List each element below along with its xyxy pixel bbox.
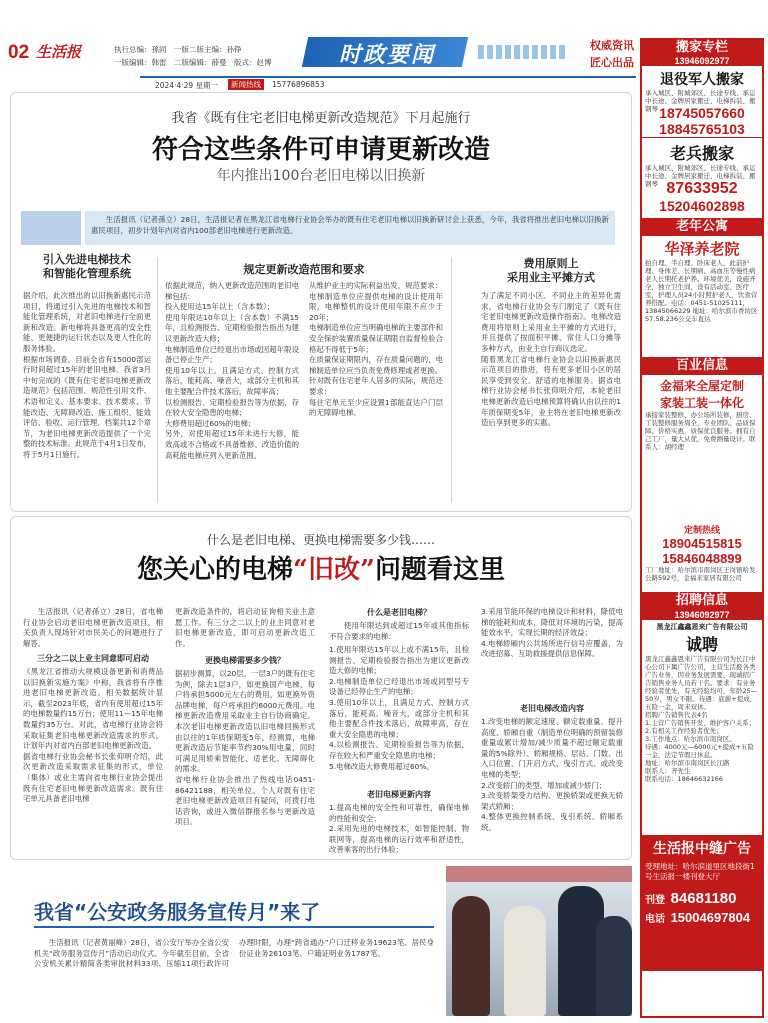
issue-date: 2024·4·29 星期一 bbox=[155, 81, 219, 90]
lead-box bbox=[85, 211, 615, 245]
mover-2-desc: 承入城区、附城郊区、长途专线、承运中长途、金牌居家搬迁、电梯拆装、搬钢琴 bbox=[645, 164, 756, 188]
classified-ad-tel-2: 15004697804 bbox=[670, 910, 751, 925]
moving-section-header: 搬家专栏 bbox=[642, 40, 762, 56]
photo-figure bbox=[452, 896, 490, 1016]
column-divider bbox=[157, 257, 158, 503]
article-subhead: 年内推出100台老旧电梯以旧换新 bbox=[216, 168, 426, 184]
hiring-section-phone: 13946092977 bbox=[642, 610, 762, 620]
qa-headline-post: 问题看这里 bbox=[374, 555, 505, 585]
mover-2-name: 老兵搬家 bbox=[669, 144, 734, 163]
business-section-header: 百业信息 bbox=[642, 357, 762, 375]
page-header bbox=[0, 0, 636, 88]
classified-ad-phone-row-2 bbox=[645, 907, 759, 926]
slogan-line-2: 匠心出品 bbox=[590, 56, 634, 69]
lead-text: 生活报讯（记者孫立）28日，生活报记者在黑龙江省电梯行业协会举办的既有住宅老旧电梯以旧换新研讨会上获悉，今年，我省将推出老旧电梯以旧换新惠民项目，初步计划年内对省内100部老旧电梯进行更新改造。 bbox=[91, 215, 609, 235]
column-divider bbox=[451, 257, 452, 503]
mover-1-phone-2: 18845765103 bbox=[659, 121, 745, 137]
mover-ad-2 bbox=[642, 137, 762, 214]
hotline-badge: 新闻热线 bbox=[228, 79, 264, 90]
qa-col3-intro: 使用年限达到或超过15年或其他指标不符合要求的电梯： bbox=[329, 621, 469, 641]
moving-section-phone: 13946092977 bbox=[642, 56, 762, 66]
qa-col2-body: 据初步测算，以20层、一层3户的既有住宅为例，除去1层3户，如更换国产电梯，每户将承担5000元左右的费用，如更换外资品牌电梯，每户将承担约6000元费用。电梯更新改造费用采取业主自行协商确定。本次老旧电梯更新改造以旧电梯回换形式由以往的1年质保期变5年，经测算，电梯更新改造后节能率节约30%用电量，同时可满足用轿乘智能化、适老化、无障碍化的需求。 省电梯行业协会推出了热线电话0451-86421188，相关单位、个人对既有住宅老旧电梯更新改造项目有疑问，可拨打电话咨询，或进入微信群报名参与更新改造项目。 bbox=[175, 669, 315, 827]
hiring-section-header: 招聘信息 bbox=[642, 592, 762, 610]
article-police-service bbox=[10, 866, 632, 1016]
decor-address: 工厂地址：哈尔滨市南岗区王岗镇哈发公路592号，金福来家居有限公司 bbox=[645, 566, 756, 582]
classified-ad-tel-label: 刊登 bbox=[645, 895, 665, 906]
nursing-home-desc: 拍自理、半自理、卧床老人，此前护理、身体差、长期病、高血压等慢性病老人长期托老护养。环境优美，设施齐全，独立卫生间，设有活动室、医疗室，护理人员24小时照护老人，饮食营养搭配。电话：0451-51025111，13845066229 地址：哈尔滨市香坊区57.58.236公交车直达 bbox=[645, 259, 758, 323]
mover-1-phone-1: 18745057660 bbox=[659, 105, 745, 121]
decor-name-1: 金福来全屋定制 bbox=[659, 379, 744, 393]
mover-2-phone-1: 87633952 bbox=[666, 180, 738, 197]
hiring-desc: 黑龙江鑫鑫恩来广告有限公司为长江中心公司下属广告公司，主营生活报各类广告业务，因业务发展需要，现诚招广告销售业务人员若干名。要求：有业务经验者优先，有无经验均可，年龄25—50岁，男女不限。待遇：底薪+提成，五险一金，周末双休。 招聘广告销售代表4名 1.主营广告销售开发，维护客户关系； 2.有相关工作经验者优先； 3.工作地点：哈尔滨市南岗区。 待遇：4000元—6000元+提成+五险一金，法定节假日休息。 地址：哈尔滨市南岗区长江路 联系人：齐先生 联系电话：18646632166 bbox=[645, 655, 758, 783]
qa-col3-subhead-2: 老旧电梯更新内容 bbox=[367, 790, 431, 799]
article-elevator-qa bbox=[10, 516, 632, 860]
lead-box-side bbox=[21, 211, 81, 245]
nursing-home-name: 华泽养老院 bbox=[664, 240, 740, 258]
qa-kicker: 什么是老旧电梯、更换电梯需要多少钱…… bbox=[206, 533, 435, 547]
qa-headline-pre: 您关心的电梯 bbox=[137, 555, 294, 585]
photo-banner bbox=[446, 866, 632, 882]
decor-ad bbox=[642, 375, 762, 592]
col4-body: 为了满足不同小区、不同业主的差异化需求，省电梯行业协会专门制定了《既有住宅老旧电梯更新改造操作指南》。电梯改造费用将原则上采用业主平摊的方式进行，并且提供了按面积平摊、常住人口分摊等多种方式，由业主自行商议选定。 随着黑龙江省电梯行业协会以旧换新惠民示范项目的推进，将有更多老旧小区的居民享受到安全、舒适的电梯服务。据省电梯行业协会秘书长张仰明介绍，本轮老旧电梯更新改造后电梯预算将确认由以往的1年质保期变5年，业主将在老旧电梯更新改造后享到更多的实惠。 bbox=[481, 291, 621, 428]
hiring-ad bbox=[642, 620, 762, 835]
classified-ad-tel2-label: 电话 bbox=[645, 914, 665, 925]
decor-phone-1: 18904515815 bbox=[662, 536, 742, 551]
qa-col1-lead: 生活报讯（记者孫立）28日，省电梯行业协会启动老旧电梯更新改造项目，相关负责人现场针对市民关心的问题进行了解答。 bbox=[23, 607, 163, 648]
qa-col4-subhead: 老旧电梯改造内容 bbox=[520, 704, 584, 713]
slogan-line-1: 权威资讯 bbox=[590, 39, 634, 52]
qa-col4-list: 3.采用节能环保的电梯设计和材料，降低电梯的能耗和成本，降低对环境的污染，提高能效水平，实现长期的经济效益； 4.电梯轿厢内公共场所进行信号应覆盖，为改进招募、互助救援提供信息保障。 bbox=[481, 607, 623, 659]
police-body: 生活报讯（记者黄丽峰）28日，省公安厅举办全省公安机关“政务服务宣传月”活动启动仪式。今年截至目前，全省公安机关累计精简各类审批材料33项、压缩11项行政许可办理时限，办理“跨省通办”户口迁移业务19623笔、居民身份证业务26103笔、户籍证明业务1787笔。 bbox=[34, 938, 434, 969]
article-headline: 符合这些条件可申请更新改造 bbox=[151, 135, 490, 165]
qa-col1-body: 《黑龙江省推动大规模设备更新和消费品以旧换新实施方案》中称，我省将有序推进老旧电梯更新改造。相关数据统计显示，截至2023年底，省内有使用超过15年的电梯数量约15万台；使用11—15年电梯数量约35万台。对此，省电梯行业协会将采取征集老旧电梯更新改造需求的形式，计划年内对省内百部老旧电梯更新改造。 据省电梯行业协会秘书长张仰明介绍，此次更新改造采取需求征集的形式，单位（集体）或业主需向省电梯行业协会提出既有住宅老旧电梯更新改造需求。既有住宅单元具备老旧电梯 bbox=[23, 667, 163, 804]
qa-col4-list-2: 1.改变电梯的额定速度、额定载重量、提升高度、轿厢自重（制造单位明确的预留装修重量或累计增加/减少质量不超过额定载重量的5%除外）、轿厢规格、层站、门数、出入口位置、门开启方式、曳引方式、或改变电梯的类型； 2.改变轿门的类型、增加或减少轿门； 3.改变轿架受力结构、更换轿架或更换无轿架式轿厢； 4.整体更换控制系统、曳引系统、轿厢系统。 bbox=[481, 717, 623, 832]
decor-phone-2: 15846048899 bbox=[662, 551, 742, 566]
col3-body: 从维护业主的实际利益出发，规范要求： 电梯制造单位应提供电梯的设计使用年限，电梯整机的设计使用年限不应少于20年； 电梯制造单位应当明确电梯的主要部件和安全保护装置质量保证期限自监督检验合格起不得低于5年； 在质量保证期限内，存在质量问题的，电梯制造单位应当负责免费修理或者更换。 针对既有住宅老年人居多的实际，规范还要求： 每住宅单元至少应设置1部能直达户门层的无障碍电梯。 bbox=[309, 281, 443, 418]
decor-desc: 承接家装整修、办公场所装修，厨房、工装整修服务周全，专业团队、品质保障、价格实惠，质保优良服务。拥有自己工厂，量大从优，免费测量设计。联系人：胡经理 bbox=[645, 411, 756, 451]
article-elevator-renovation bbox=[10, 92, 632, 512]
section-title: 时政要闻 bbox=[338, 43, 435, 68]
qa-col3-list-2: 1.提高电梯的安全性和可靠性，确保电梯的性能和安全； 2.采用先进的电梯技术，如智能控制、物联网等，提高电梯的运行效率和舒适性，改善乘客的出行体验； bbox=[329, 803, 469, 855]
police-headline: 我省“公安政务服务宣传月”来了 bbox=[34, 900, 321, 924]
qa-headline bbox=[41, 549, 601, 586]
mover-2-phone-2: 15204602898 bbox=[659, 198, 745, 214]
col1-title: 引入先进电梯技术 和智能化管理系统 bbox=[43, 253, 131, 280]
qa-headline-em: “旧改” bbox=[293, 555, 375, 585]
mover-ad-1 bbox=[642, 66, 762, 137]
nursing-section-header: 老年公寓 bbox=[642, 218, 762, 236]
qa-col2-subhead: 更换电梯需要多少钱？ bbox=[205, 656, 285, 665]
qa-col2-lead: 更新改造条件的，将启动征询相关业主意愿工作。有三分之二以上的业主同意对老旧电梯更新改造，即可启动更新改造工作。 bbox=[175, 607, 315, 648]
nursing-ad bbox=[642, 236, 762, 357]
col2-body: 依据此规范，纳入更新改造范围的老旧电梯包括： 投入使用达15年以上（含本数）； 使用年限达10年以上（含本数）不满15年，且检测报告、定期检验报告指出为建议更新改造大修； 电梯制造单位已经退出市场或因超年限设备已停止生产； 使用10年以上，且满足方式、控制方式落后，能耗高、噪音大，或部分主机和其他主要配合件技术落后，故障率高； 以检测报告、定期检验报告等为依据，存在较大安全隐患的电梯； 大修费用超过60%的电梯； 另外，对使用超过15年未进行大修，能效高或不合格或不具备维修、改造价值的高耗能电梯应列入更新范围。 bbox=[165, 281, 299, 460]
qa-col3-subhead-1: 什么是老旧电梯？ bbox=[367, 608, 431, 617]
classified-ad-name: 生活报中缝广告 bbox=[653, 841, 751, 857]
photo-figure bbox=[504, 906, 546, 1016]
hiring-title: 诚聘 bbox=[685, 635, 718, 654]
editors-row-2: 一版编辑：韩雷 二版编辑：薛曼 版式：赵博 bbox=[114, 58, 272, 67]
col4-title: 费用原则上 采用业主平摊方式 bbox=[507, 257, 595, 284]
banner-decoration bbox=[478, 45, 566, 59]
header-rule bbox=[140, 76, 636, 78]
hiring-company: 黑龙江鑫鑫恩来广告有限公司 bbox=[656, 623, 748, 631]
editors-row-1: 执行总编：孫同 一版二版主编：孙铮 bbox=[114, 45, 242, 54]
paper-logo: 生活报 bbox=[36, 43, 82, 61]
decor-name-2: 家装工装一体化 bbox=[659, 396, 744, 410]
hotline-number: 15776896853 bbox=[272, 80, 325, 89]
police-event-photo bbox=[446, 866, 632, 1016]
photo-figure bbox=[596, 916, 632, 1016]
page-number: 02 bbox=[8, 42, 30, 63]
qa-col3-list: 1.使用年限达15年以上或不满15年，且检测报告、定期检验报告指出为建议更新改造大修的电梯； 2.电梯制造单位已经退出市场或同型号专设备已经停止生产的电梯； 3.使用10年以上，且满足方式、控制方式落后，能耗高、噪音大，或部分主机和其他主要配合件技术落后，故障率高，存在重大安全隐患的电梯； 4.以检测报告、定期检验报告等为依据，存在较大和严重安全隐患的电梯； 5.电梯改造大修费用超过60%。 bbox=[329, 645, 469, 771]
col1-body: 据介绍，此次推出的以旧换新惠民示范项目，将通过引入先进的电梯技术和智能化管理系统，对老旧电梯进行全面更新和改造。新电梯将具备更高的安全性能、更便捷的运行状态以及更人性化的服务体验。 根据市场调查，目前全省有15000部运行时间超过15年的老旧电梯。我省3月中旬完成的《既有住宅老旧电梯更新改造规范》包括范围、规范性引用文件、术语和定义、基本要求、技术要求、节能改造、无障碍改造、施工组织、能效评估、验收、运行管理、档案共12个章节，为老旧电梯更新改造提供了一个完整的技术标准。此规范于4月1日发布，将于5月1日施行。 bbox=[23, 291, 151, 459]
classified-ad-address: 受理地址：哈尔滨道里区地段街1号生活报一楼刊登大厅 bbox=[645, 862, 755, 881]
classified-ad bbox=[642, 835, 762, 971]
col2-title: 规定更新改造范围和要求 bbox=[243, 263, 365, 276]
mover-1-desc: 承入城区、附城郊区、长途专线、承运中长途、金牌居家搬迁、电梯拆装、搬钢琴 bbox=[645, 89, 756, 113]
classified-ad-phone-row bbox=[645, 888, 759, 907]
classified-sidebar bbox=[640, 38, 764, 1018]
headline-rule bbox=[34, 926, 434, 928]
decor-hotline-label: 定制热线 bbox=[683, 526, 720, 536]
classified-ad-tel: 84681180 bbox=[670, 890, 737, 907]
mover-1-name: 退役军人搬家 bbox=[660, 72, 744, 88]
article-kicker: 我省《既有住宅老旧电梯更新改造规范》下月起施行 bbox=[171, 111, 471, 126]
qa-col1-subhead: 三分之二以上业主同意即可启动 bbox=[37, 654, 149, 663]
